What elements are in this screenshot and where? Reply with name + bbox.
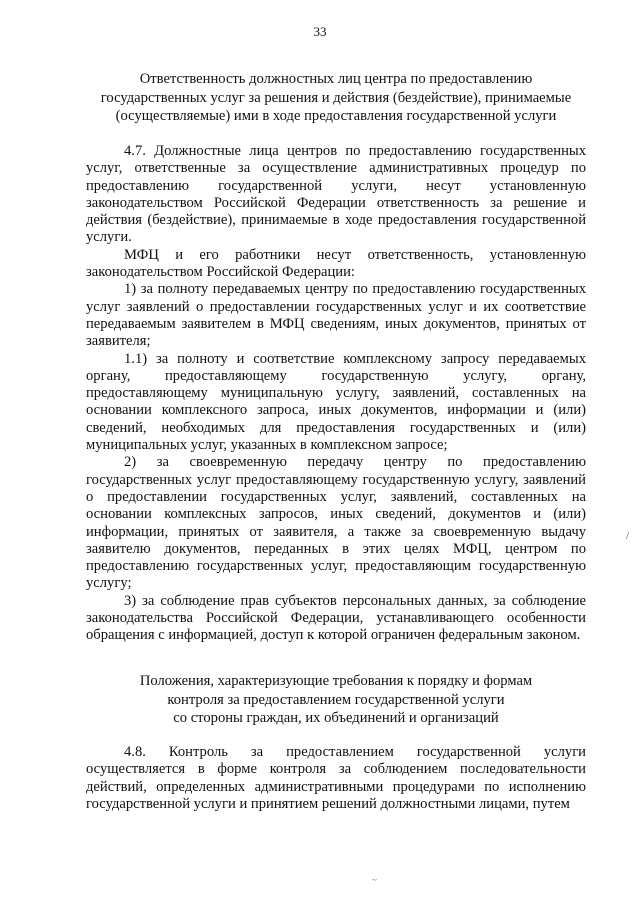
section-heading-responsibility — [86, 70, 586, 126]
heading-line: государственных услуг за решения и действия (бездействие), принимаемые — [100, 89, 572, 106]
heading-line: со стороны граждан, их объединений и организаций — [173, 710, 499, 726]
margin-mark: / — [626, 530, 630, 542]
paragraph-item-1-1: 1.1) за полноту и соответствие комплексному запросу передаваемых органу, предоставляющему государственную услугу, органу, предоставляющему муниципальную услугу, заявлений, составленных на основании комплексного запроса, иных документов, информации и (или) сведений, необходимых для предоставления государственных и (или) муниципальных услуг, указанных в комплексном запросе; — [86, 350, 586, 454]
heading-line: (осуществляемые) ими в ходе предоставления государственной услуги — [115, 108, 557, 124]
paragraph-mfc-responsibility: МФЦ и его работники несут ответственность, установленную законодательством Российской Федерации: — [86, 246, 586, 281]
heading-line: Положения, характеризующие требования к порядку и формам — [139, 673, 533, 689]
page-number: 33 — [313, 24, 327, 39]
paragraph-4-7: 4.7. Должностные лица центров по предоставлению государственных услуг, ответственные за осуществление административных процедур по предоставлению государственной услуги, несут установленную законодательством Российской Федерации ответственность за решение и действия (бездействие), принимаемые в ходе предоставления государственной услуги. — [86, 143, 586, 246]
paragraph-item-2: 2) за своевременную передачу центру по предоставлению государственных услуг предоставляющему государственную услугу, заявлений о предоставлении государственных услуг, заявлений, составленных на основании комплексных запросов, иных сведений, документов и (или) информации, принятых от заявителя, а также за своевременную выдачу заявителю документов, переданных в этих целях МФЦ, центром по предоставлению государственных услуг, предоставляющим государственную услугу; — [86, 454, 586, 592]
paragraph-item-3: 3) за соблюдение прав субъектов персональных данных, за соблюдение законодательства Российской Федерации, устанавливающего особенности обращения с информацией, доступ к которой ограничен федеральным законом. — [86, 592, 586, 644]
paragraph-4-8: 4.8. Контроль за предоставлением государственной услуги осуществляется в форме контроля за соблюдением последовательности действий, определенных административными процедурами по исполнению государственной услуги и принятием решений должностными лицами, путем — [86, 744, 586, 812]
heading-line: контроля за предоставлением государственной услуги — [167, 691, 505, 708]
body-text-control — [86, 744, 586, 813]
bottom-mark: ~ — [372, 875, 377, 885]
body-text-responsibility — [86, 143, 586, 645]
paragraph-item-1: 1) за полноту передаваемых центру по предоставлению государственных услуг заявлений о предоставлении государственных услуг и их соответствие передаваемым заявителем в МФЦ сведениям, иных документов, принятых от заявителя; — [86, 281, 586, 350]
section-heading-control — [86, 672, 586, 728]
heading-line: Ответственность должностных лиц центра по предоставлению — [139, 71, 533, 87]
